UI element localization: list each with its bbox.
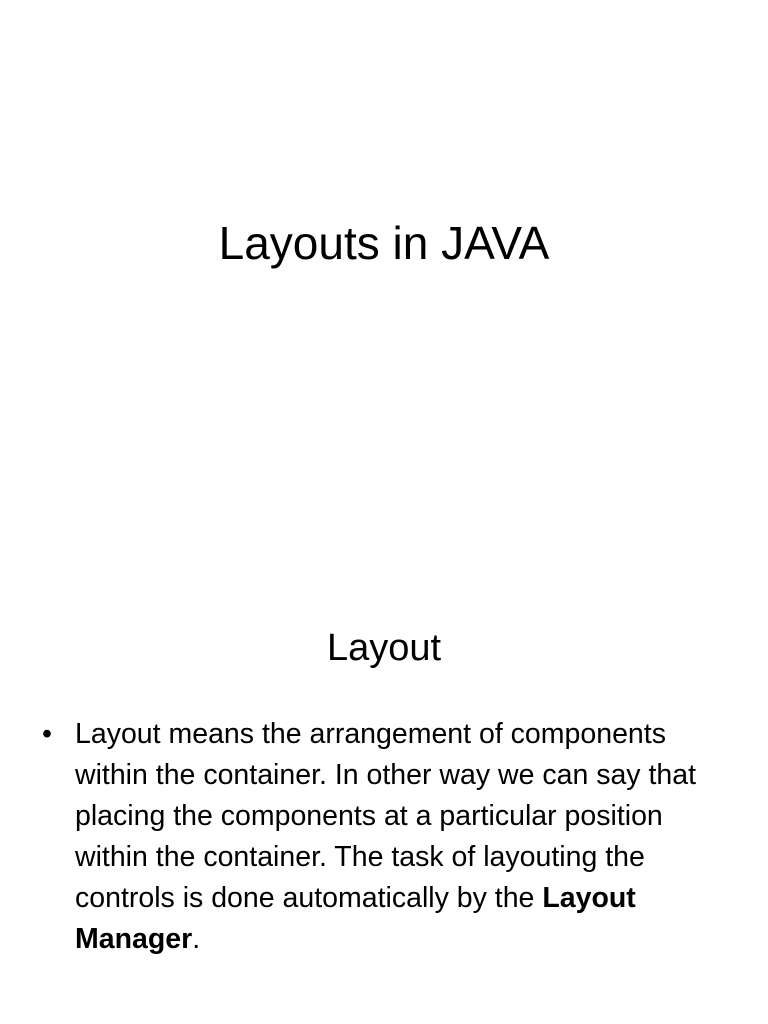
bullet-text-end: . — [192, 923, 201, 955]
slide-title: Layouts in JAVA — [218, 217, 550, 269]
content-slide — [0, 576, 768, 1024]
bullet-icon: • — [42, 718, 52, 750]
slide-heading: Layout — [326, 627, 442, 669]
bullet-text: Layout means the arrangement of components within the container. In other way we can say that placing the components at a particular position within the container. The task of layouting the controls is done automatically by the — [75, 718, 697, 914]
bullet-list — [42, 714, 722, 960]
bullet-item — [42, 714, 722, 960]
bullet-bold-text: Layout Manager — [75, 882, 636, 955]
